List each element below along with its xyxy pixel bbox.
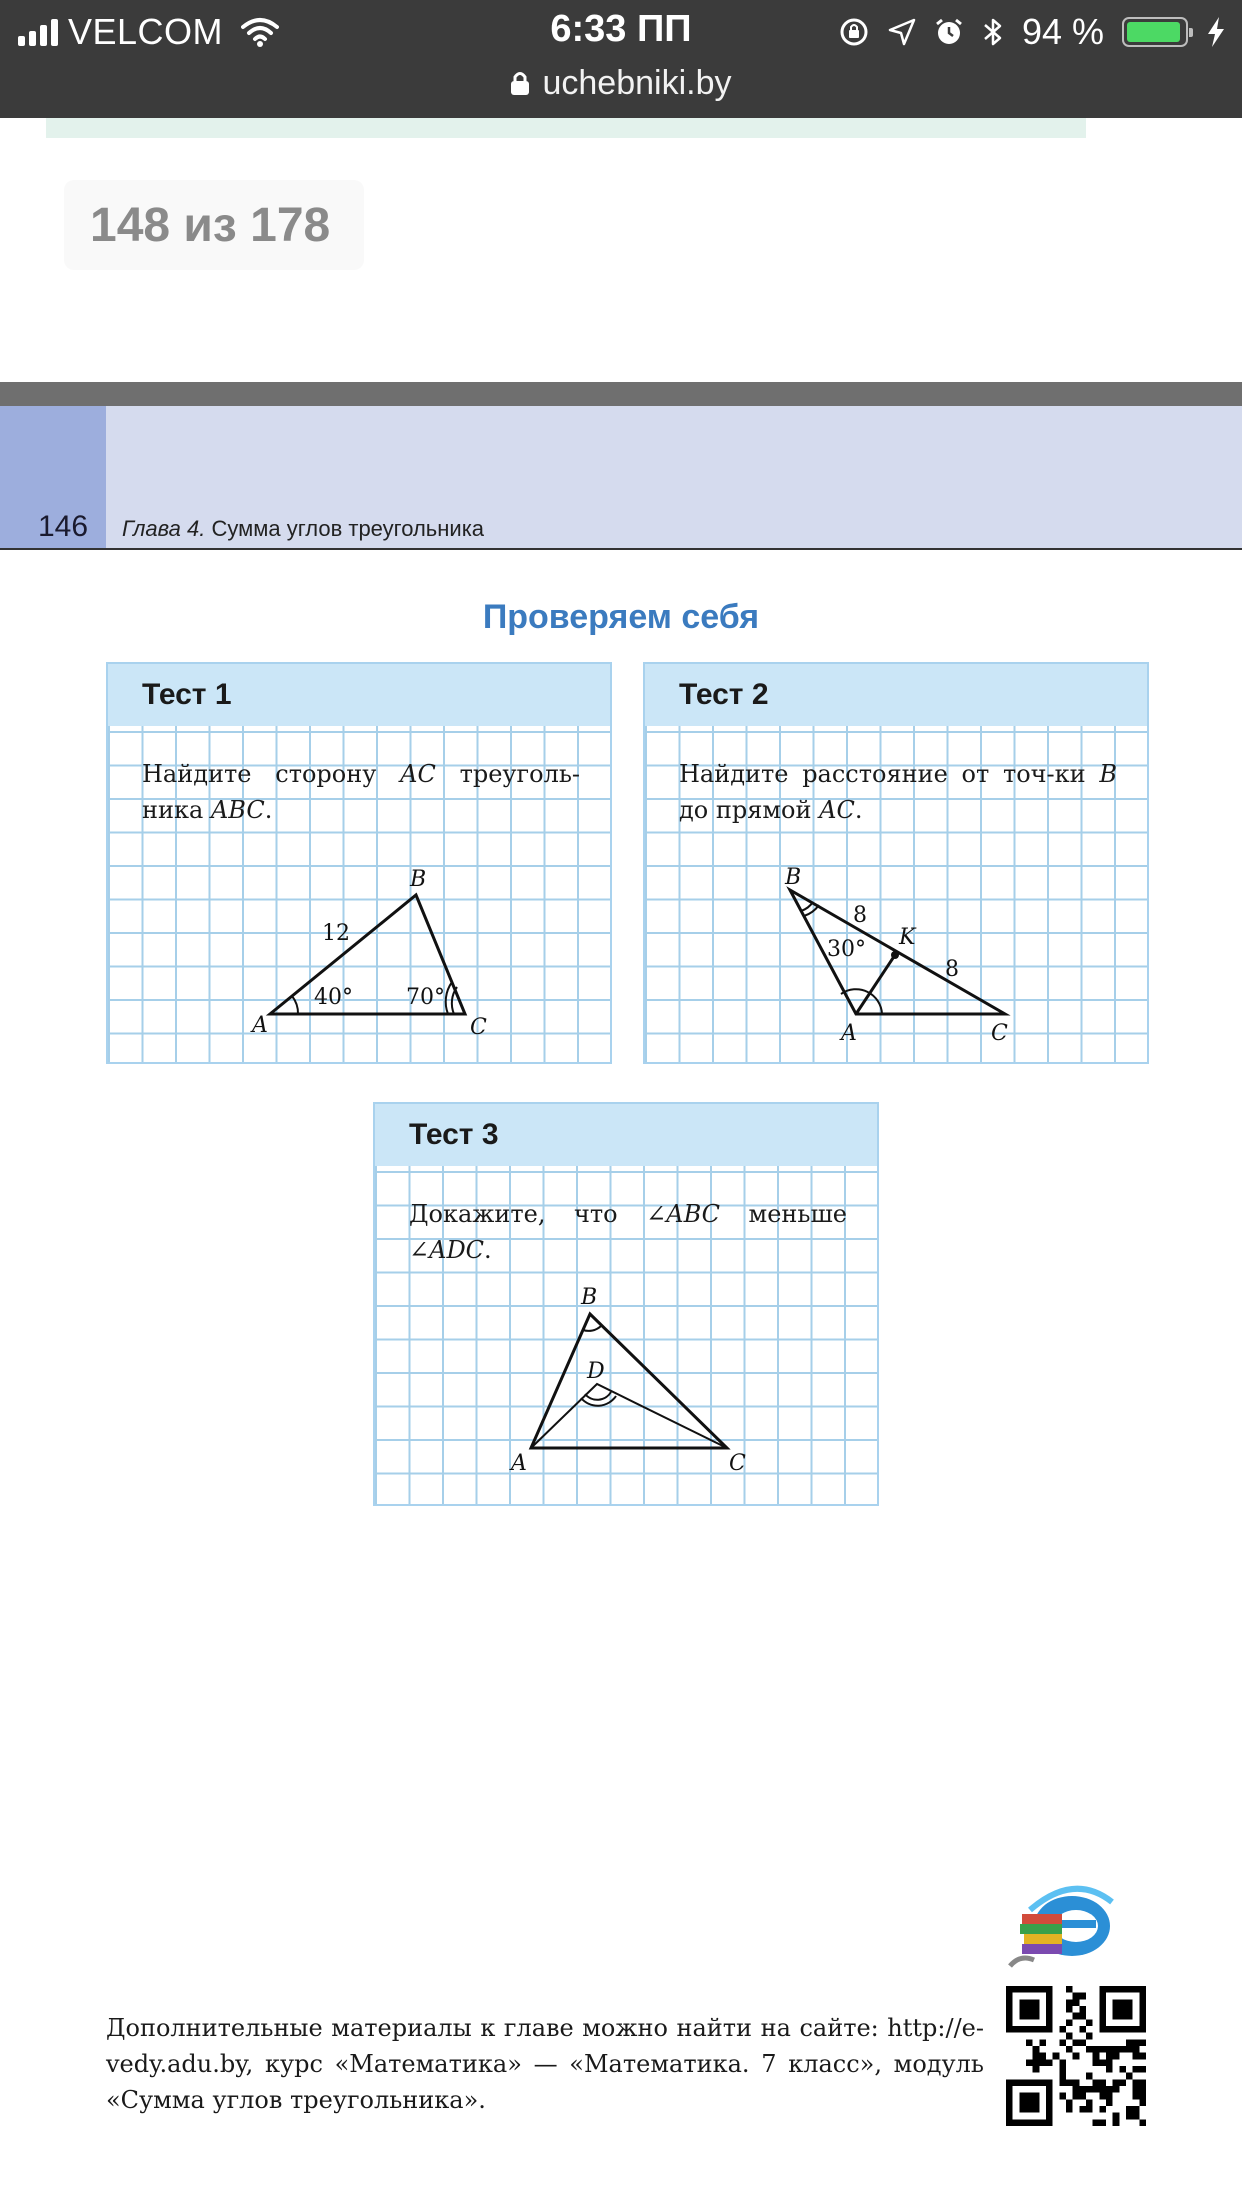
carrier-name: VELCOM [68,11,224,52]
viewer-strip [46,118,1086,138]
alarm-icon [934,17,964,47]
test-title: Тест 3 [409,1118,499,1151]
test-question: Найдите расстояние от точ-ки B до прямой AC. [679,760,1117,824]
triangle-figure [108,664,614,1066]
page-separator [0,382,1242,406]
test-card-2 [643,662,1149,1064]
chapter-title [122,516,484,542]
angle-label-c: 70° [406,985,445,1010]
angle-label-b: 30° [827,937,866,962]
location-icon [888,18,916,46]
e-vedy-logo [1004,1880,1116,1980]
charging-icon [1206,16,1226,48]
vertex-label-b: B [785,865,802,890]
status-bar [0,0,1242,118]
test-title: Тест 2 [679,678,769,711]
segment-length-bk: 8 [853,903,867,928]
rotation-lock-icon [838,16,870,48]
triangle-figure [375,1104,881,1508]
point-label-k: K [899,925,916,950]
vertex-label-a: A [511,1451,527,1476]
page-number: 146 [38,510,89,543]
vertex-label-b: B [581,1285,598,1310]
test-card-1 [106,662,612,1064]
battery-percent: 94 % [1021,11,1104,52]
chapter-label: Глава 4. [122,516,206,541]
test-question: Докажите, что ∠ABC меньше ∠ADC. [409,1200,847,1264]
footer-note: Дополнительные материалы к главе можно найти на сайте: http://e-vedy.adu.by, курс «Математика» — «Математика. 7 класс», модуль «Сумма углов треугольника». [106,2014,984,2114]
side-length-ab: 12 [322,921,350,946]
book-page-header [0,406,1242,550]
vertex-label-c: C [470,1015,487,1040]
header-rule [0,548,1242,550]
test-title: Тест 1 [142,678,232,711]
section-title: Проверяем себя [482,598,760,636]
qr-code [1006,1986,1146,2126]
page-counter: 148 из 178 [64,180,364,270]
chapter-name: Сумма углов треугольника [211,516,485,541]
battery-icon [1122,17,1188,47]
lock-icon [510,70,530,96]
test-question: Найдите сторону AC треуголь-ника ABC. [142,760,581,824]
battery-level [1127,22,1180,42]
bluetooth-icon [982,16,1004,48]
vertex-label-c: C [729,1451,746,1476]
address-bar[interactable] [0,60,1242,106]
url-text: uchebniki.by [542,63,732,102]
vertex-label-a: A [841,1021,857,1046]
segment-length-kc: 8 [945,957,959,982]
vertex-label-a: A [252,1013,268,1038]
triangle-figure [645,664,1151,1066]
angle-label-a: 40° [314,985,353,1010]
clock: 6:33 ПП [550,8,692,50]
vertex-label-d: D [587,1359,605,1384]
test-card-3 [373,1102,879,1506]
vertex-label-b: B [410,867,427,892]
vertex-label-c: C [991,1021,1008,1046]
